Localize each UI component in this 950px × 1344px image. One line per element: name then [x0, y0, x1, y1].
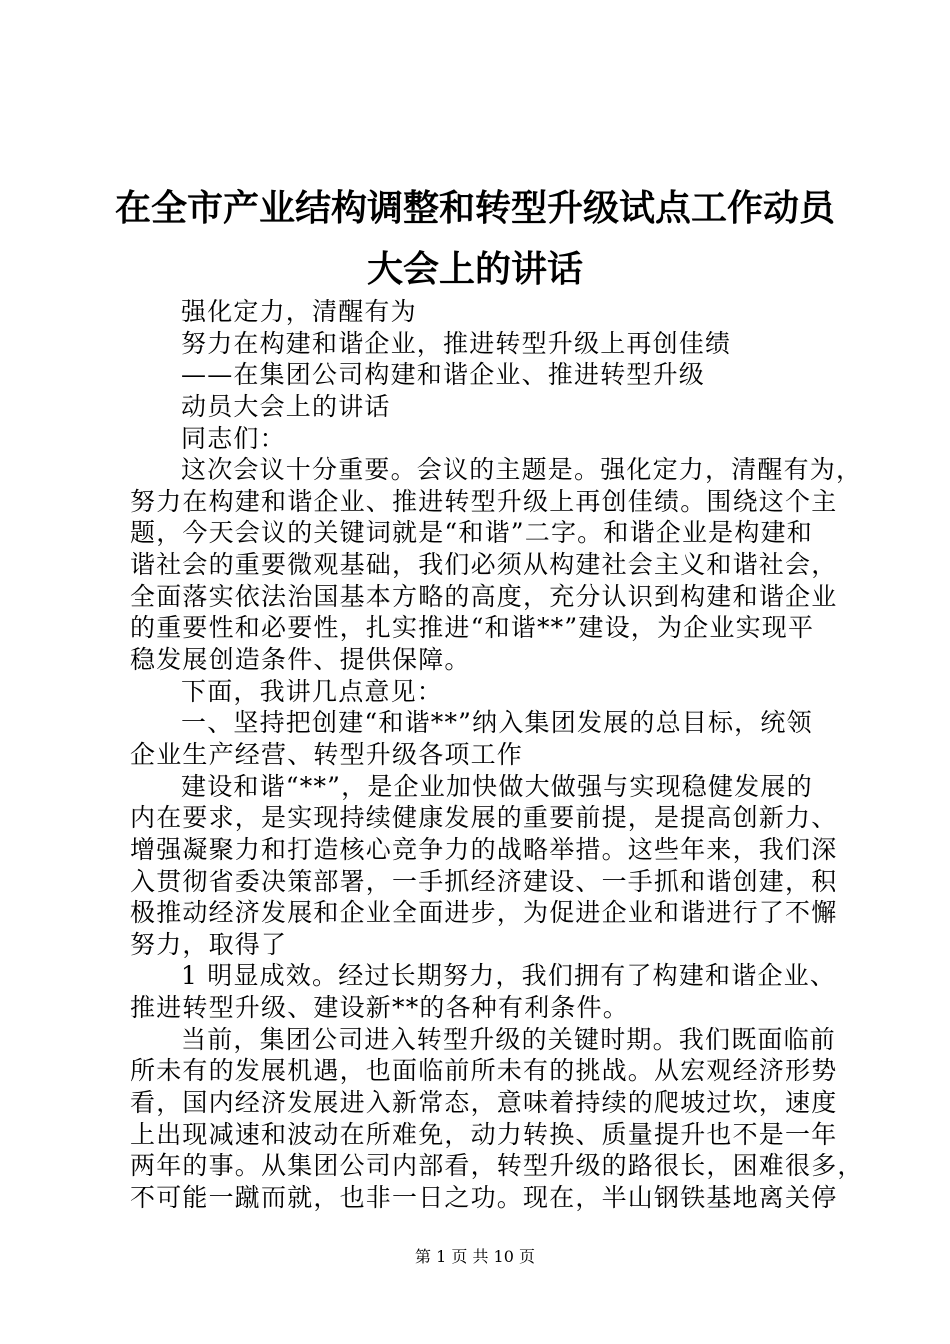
body-line: 内在要求，是实现持续健康发展的重要前提，是提高创新力、: [130, 803, 838, 833]
body-line: 不可能一蹴而就，也非一日之功。现在，半山钢铁基地离关停: [130, 1182, 838, 1212]
body-line: 的重要性和必要性，扎实推进“和谐**”建设，为企业实现平: [130, 613, 815, 643]
body-line: 推进转型升级、建设新**的各种有利条件。: [130, 993, 630, 1023]
body-line: 同志们：: [181, 423, 286, 453]
body-line: 入贯彻省委决策部署，一手抓经济建设、一手抓和谐创建，积: [130, 866, 838, 896]
body-line: 1 明显成效。经过长期努力，我们拥有了构建和谐企业、: [181, 961, 837, 991]
body-line: 全面落实依法治国基本方略的高度，充分认识到构建和谐企业: [130, 581, 838, 611]
body-line: 极推动经济发展和企业全面进步，为促进企业和谐进行了不懈: [130, 898, 838, 928]
body-line: 两年的事。从集团公司内部看，转型升级的路很长，困难很多，: [130, 1151, 864, 1181]
page-footer: 第 1 页 共 10 页: [415, 1247, 535, 1266]
document-title-line-2: 大会上的讲话: [366, 249, 583, 290]
body-line: 稳发展创造条件、提供保障。: [130, 645, 471, 675]
document-body: [130, 296, 864, 1214]
body-line: 所未有的发展机遇，也面临前所未有的挑战。从宏观经济形势: [130, 1056, 838, 1086]
body-line: ——在集团公司构建和谐企业、推进转型升级: [181, 360, 706, 390]
body-line: 题，今天会议的关键词就是“和谐”二字。和谐企业是构建和: [130, 518, 813, 548]
body-line: 增强凝聚力和打造核心竞争力的战略举措。这些年来，我们深: [130, 834, 838, 864]
body-line: 强化定力，清醒有为: [181, 297, 417, 326]
body-line: 建设和谐“**”，是企业加快做大做强与实现稳健发展的: [181, 771, 813, 801]
body-line: 上出现减速和波动在所难免，动力转换、质量提升也不是一年: [130, 1119, 838, 1149]
body-line: 努力在构建和谐企业，推进转型升级上再创佳绩: [181, 328, 732, 358]
body-line: 努力在构建和谐企业、推进转型升级上再创佳绩。围绕这个主: [130, 486, 838, 516]
body-line: 下面，我讲几点意见：: [181, 676, 444, 706]
body-line: 这次会议十分重要。会议的主题是。强化定力，清醒有为，: [181, 455, 863, 485]
body-line: 看，国内经济发展进入新常态，意味着持续的爬坡过坎，速度: [130, 1088, 838, 1118]
body-line: 一、坚持把创建“和谐**”纳入集团发展的总目标，统领: [181, 708, 813, 738]
body-line: 努力，取得了: [130, 929, 288, 959]
body-line: 动员大会上的讲话: [181, 391, 391, 421]
body-line: 企业生产经营、转型升级各项工作: [130, 739, 524, 769]
document-title-line-1: 在全市产业结构调整和转型升级试点工作动员: [114, 188, 835, 229]
body-line: 当前，集团公司进入转型升级的关键时期。我们既面临前: [181, 1024, 837, 1054]
body-line: 谐社会的重要微观基础，我们必须从构建社会主义和谐社会，: [130, 550, 838, 580]
